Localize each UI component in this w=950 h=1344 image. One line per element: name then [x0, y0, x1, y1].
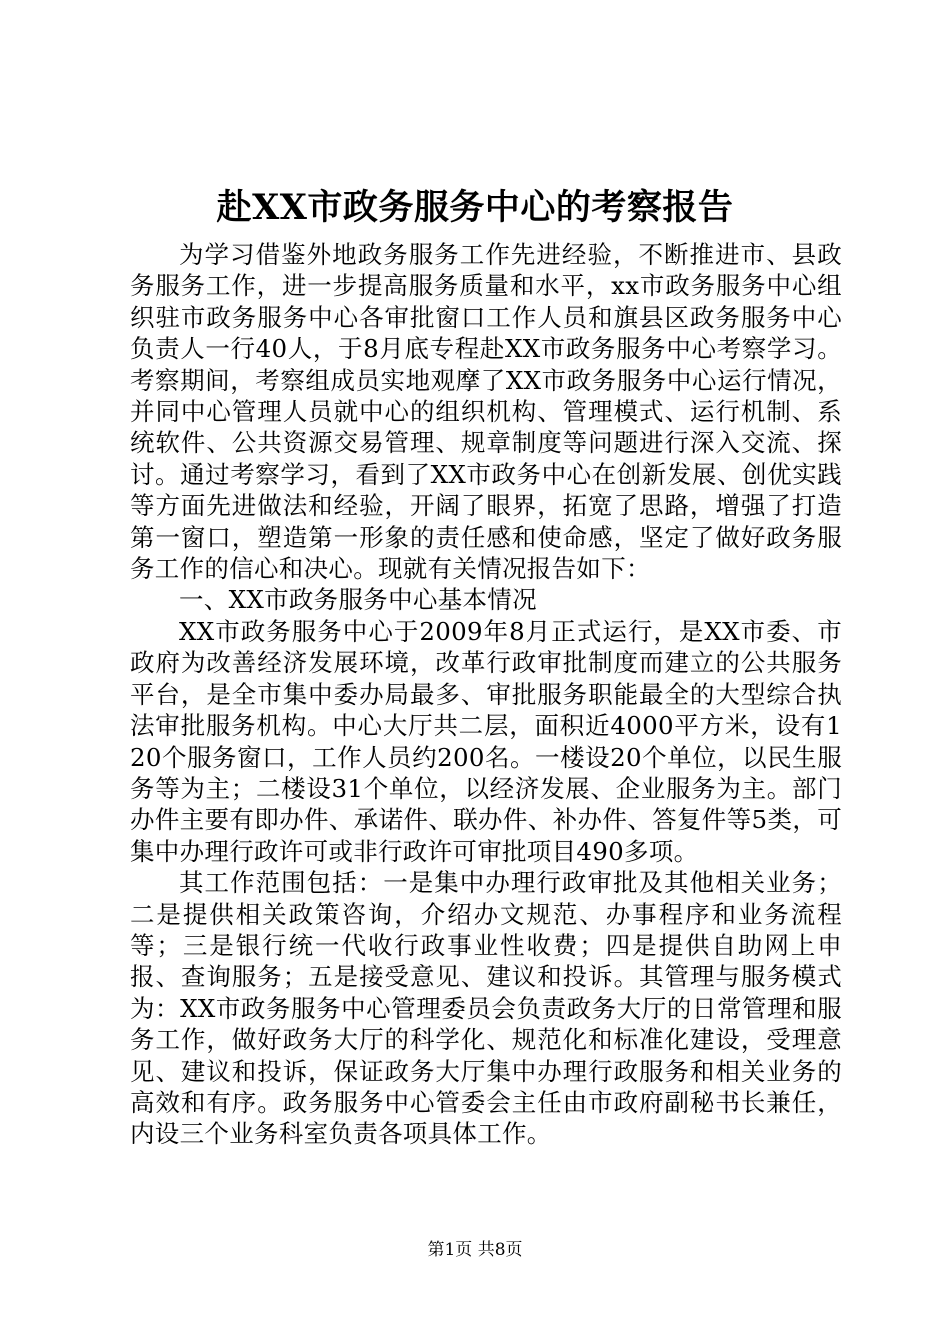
scope-paragraph: 其工作范围包括：一是集中办理行政审批及其他相关业务；二是提供相关政策咨询，介绍办文规范、办事程序和业务流程等；三是银行统一代收行政事业性收费；四是提供自助网上申报、查询服务；五是接受意见、建议和投诉。其管理与服务模式为：XX市政务服务中心管理委员会负责政务大厅的日常管理和服务工作，做好政务大厅的科学化、规范化和标准化建设，受理意见、建议和投诉，保证政务大厅集中办理行政服务和相关业务的高效和有序。政务服务中心管委会主任由市政府副秘书长兼任，内设三个业务科室负责各项具体工作。 — [130, 868, 842, 1149]
page-number-footer: 第1页 共8页 — [427, 1240, 523, 1260]
document-title: 赴XX市政务服务中心的考察报告 — [216, 187, 734, 228]
section-heading: 一、XX市政务服务中心基本情况 — [179, 585, 537, 615]
intro-paragraph: 为学习借鉴外地政务服务工作先进经验，不断推进市、县政务服务工作，进一步提高服务质量和水平，xx市政务服务中心组织驻市政务服务中心各审批窗口工作人员和旗县区政务服务中心负责人一行40人，于8月底专程赴XX市政务服务中心考察学习。考察期间，考察组成员实地观摩了XX市政务服务中心运行情况，并同中心管理人员就中心的组织机构、管理模式、运行机制、系统软件、公共资源交易管理、规章制度等问题进行深入交流、探讨。通过考察学习，看到了XX市政务中心在创新发展、创优实践等方面先进做法和经验，开阔了眼界，拓宽了思路，增强了打造第一窗口，塑造第一形象的责任感和使命感，坚定了做好政务服务工作的信心和决心。现就有关情况报告如下： — [130, 240, 842, 584]
basic-info-paragraph: XX市政务服务中心于2009年8月正式运行，是XX市委、市政府为改善经济发展环境，改革行政审批制度而建立的公共服务平台，是全市集中委办局最多、审批服务职能最全的大型综合执法审批服务机构。中心大厅共二层，面积近4000平方米，设有120个服务窗口，工作人员约200名。一楼设20个单位，以民生服务等为主；二楼设31个单位，以经济发展、企业服务为主。部门办件主要有即办件、承诺件、联办件、补办件、答复件等5类，可集中办理行政许可或非行政许可审批项目490多项。 — [130, 616, 842, 866]
document-body — [130, 239, 842, 1150]
